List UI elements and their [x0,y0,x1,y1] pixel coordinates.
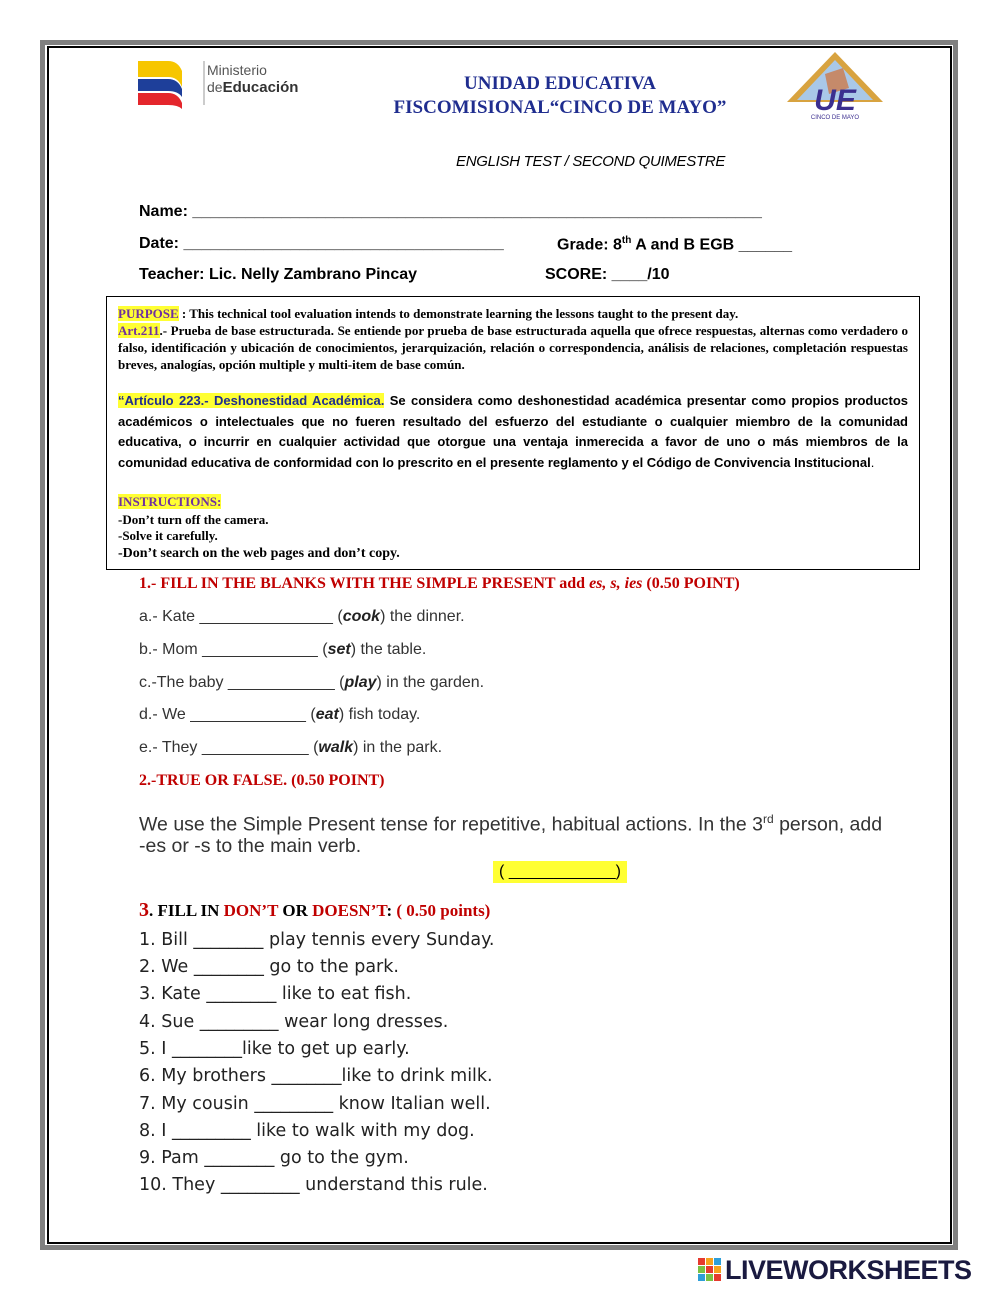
fill-blank-item[interactable]: b.- Mom _____________ (set) the table. [139,641,427,658]
dont-doesnt-item[interactable]: 4. Sue _________ wear long dresses. [139,1012,449,1032]
dont-doesnt-item[interactable]: 7. My cousin _________ know Italian well. [139,1094,491,1114]
dont-doesnt-item[interactable]: 10. They _________ understand this rule. [139,1175,488,1195]
article-223-label: “Artículo 223.- Deshonestidad Académica. [118,393,385,408]
dont-doesnt-item[interactable]: 1. Bill ________ play tennis every Sunday. [139,930,495,950]
name-field[interactable]: Name: ________________________________________________________________ [139,203,762,220]
dont-doesnt-item[interactable]: 5. I ________like to get up early. [139,1039,410,1059]
liveworksheets-brand[interactable]: LIVEWORKSHEETS [725,1255,972,1285]
article-211-label: Art.211 [118,323,160,338]
fill-blank-item[interactable]: a.- Kate _______________ (cook) the dinner. [139,608,465,625]
school-logo-subtext: CINCO DE MAYO [810,115,860,121]
article-211-paragraph: Art.211.- Prueba de base estructurada. Se entiende por prueba de base estructurada aquella que ofrece respuestas, alternas como verdadero o falso, identificación y ubicación de conocimientos, jerarquización, relación o correspondencia, análisis de relaciones, completación respuestas breves, analogías, opción multiple y multi-item de base común. [118,323,908,372]
section2-title: 2.-TRUE OR FALSE. (0.50 POINT) [139,772,385,789]
instructions-label: INSTRUCTIONS: [118,494,222,509]
dont-doesnt-item[interactable]: 8. I _________ like to walk with my dog. [139,1121,475,1141]
dont-doesnt-item[interactable]: 3. Kate ________ like to eat fish. [139,984,412,1004]
true-false-statement-line2: -es or -s to the main verb. [139,835,362,857]
dont-doesnt-item[interactable]: 2. We ________ go to the park. [139,957,399,977]
dont-doesnt-item[interactable]: 6. My brothers ________like to drink milk. [139,1066,493,1086]
ministry-line1: Ministerio [207,62,267,78]
purpose-paragraph: PURPOSE : This technical tool evaluation intends to demonstrate learning the lessons taught to the present day. [118,306,739,321]
fill-blank-item[interactable]: c.-The baby ____________ (play) in the garden. [139,674,485,691]
school-name-line1: UNIDAD EDUCATIVA [464,73,656,94]
purpose-label: PURPOSE [118,306,179,321]
instruction-item: -Don’t turn off the camera. [118,512,269,527]
ministry-line2: deEducación [207,79,299,96]
section3-title: 3. FILL IN DON’T OR DOESN’T: ( 0.50 points) [139,899,491,921]
teacher-name: Teacher: Lic. Nelly Zambrano Pincay [139,266,418,283]
true-false-answer-field[interactable]: ( ____________) [493,861,627,883]
date-field[interactable]: Date: ____________________________________ [139,235,504,252]
instruction-item: -Don’t search on the web pages and don’t copy. [118,546,400,561]
school-logo-text: UE [814,84,856,117]
ministerio-logo-text [207,62,298,96]
dont-doesnt-item[interactable]: 9. Pam ________ go to the gym. [139,1148,409,1168]
school-logo-icon [785,50,885,122]
fill-blank-item[interactable]: d.- We _____________ (eat) fish today. [139,706,421,723]
school-name-line2: FISCOMISIONAL“CINCO DE MAYO” [393,97,727,118]
article-223-paragraph: “Artículo 223.- Deshonestidad Académica. Se considera como deshonestidad académica presentar como propios productos académicos o intelectuales que no fueren resultado del esfuerzo del estudiante o cualquier miembro de la comunidad educativa, o incurrir en cualquier actividad que otorgue una ventaja inmerecida a favor de uno o más miembros de la comunidad educativa de conformidad con lo prescrito en el presente reglamento y el Código de Convivencia Institucional. [118,393,909,470]
test-title: ENGLISH TEST / SECOND QUIMESTRE [456,153,726,170]
score-field[interactable]: SCORE: ____/10 [545,266,670,283]
instruction-item: -Solve it carefully. [118,528,218,543]
liveworksheets-logo-icon [697,1255,723,1285]
section1-title: 1.- FILL IN THE BLANKS WITH THE SIMPLE PRESENT add es, s, ies (0.50 POINT) [139,575,740,592]
fill-blank-item[interactable]: e.- They ____________ (walk) in the park. [139,739,443,756]
grade-field[interactable]: Grade: 8th A and B EGB ______ [557,235,793,254]
true-false-statement: We use the Simple Present tense for repetitive, habitual actions. In the 3rd person, add [139,812,883,836]
